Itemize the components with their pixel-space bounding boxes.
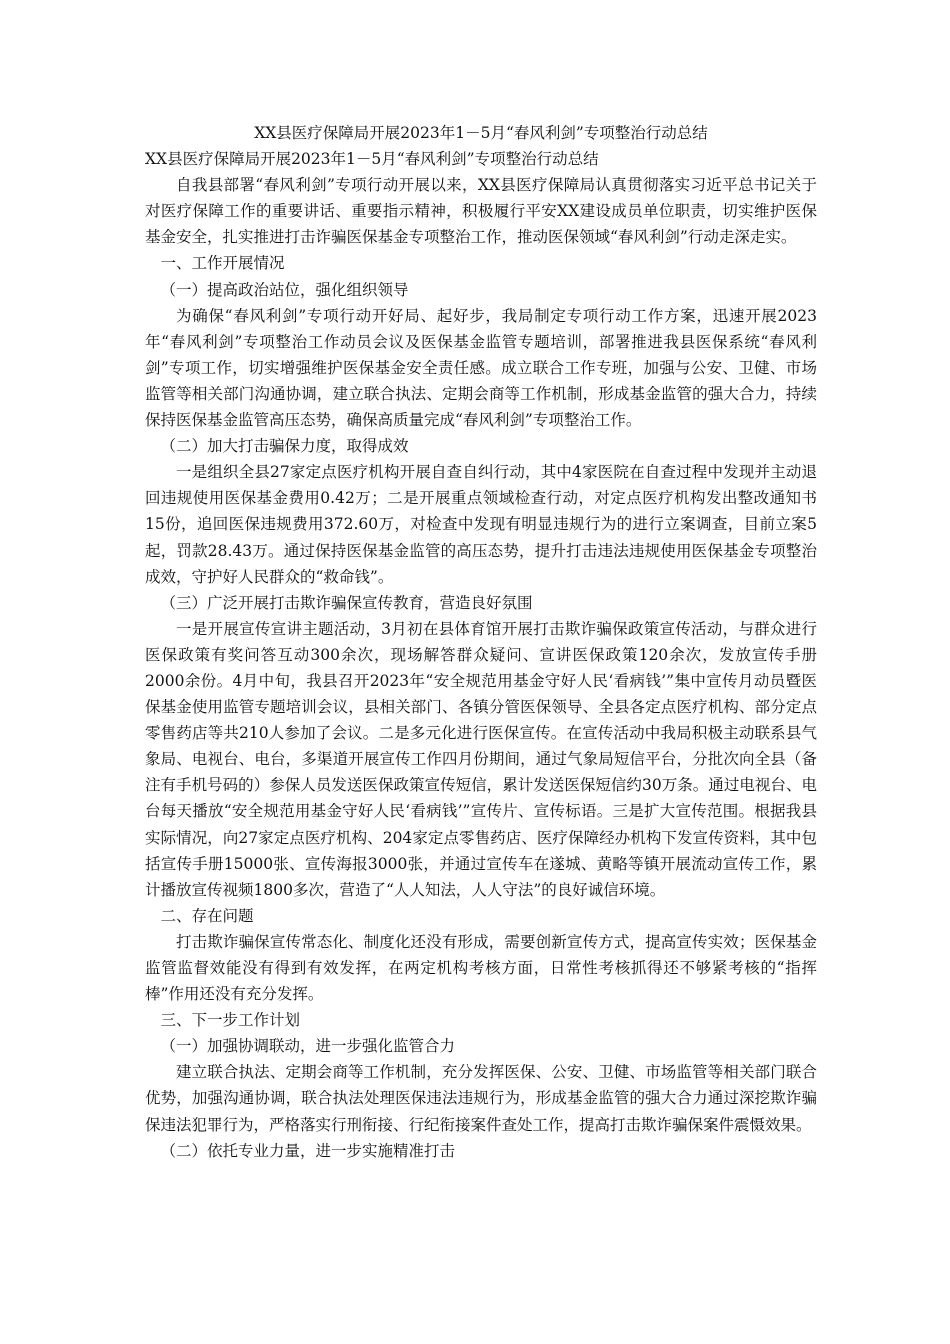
section-heading-2: 二、存在问题 — [160, 906, 254, 925]
paragraph-2-1: 打击欺诈骗保宣传常态化、制度化还没有形成，需要创新宣传方式，提高宣传实效；医保基金监管监督效能没有得到有效发挥，在两定机构考核方面，日常性考核抓得还不够紧考核的“指挥棒”作用还没有充分发挥。 — [145, 932, 817, 1004]
paragraph-1-1: 为确保“春风利剑”专项行动开好局、起好步，我局制定专项行动工作方案，迅速开展2023年“春风利剑”专项整治工作动员会议及医保基金监管专题培训，部署推进我县医保系统“春风利剑”专项工作，切实增强维护医保基金安全责任感。成立联合工作专班，加强与公安、卫健、市场监管等相关部门沟通协调，建立联合执法、定期会商等工作机制，形成基金监管的强大合力，持续保持医保基金监管高压态势，确保高质量完成“春风利剑”专项整治工作。 — [145, 306, 817, 430]
document-title: XX县医疗保障局开展2023年1－5月“春风利剑”专项整治行动总结 — [254, 124, 708, 142]
document-subtitle: XX县医疗保障局开展2023年1－5月“春风利剑”专项整治行动总结 — [145, 150, 599, 169]
section-heading-1: 一、工作开展情况 — [160, 254, 285, 273]
subheading-1-1: （一）提高政治站位，强化组织领导 — [160, 280, 409, 299]
intro-paragraph: 自我县部署“春风利剑”专项行动开展以来，XX县医疗保障局认真贯彻落实习近平总书记关于对医疗保障工作的重要讲话、重要指示精神，积极履行平安XX建设成员单位职责，切实维护医保基金安全，扎实推进打击诈骗医保基金专项整治工作，推动医保领域“春风利剑”行动走深走实。 — [145, 176, 817, 247]
subheading-3-1: （一）加强协调联动，进一步强化监管合力 — [160, 1037, 456, 1056]
paragraph-3-1: 建立联合执法、定期会商等工作机制，充分发挥医保、公安、卫健、市场监管等相关部门联合优势，加强沟通协调，联合执法处理医保违法违规行为，形成基金监管的强大合力通过深挖欺诈骗保违法犯罪行为，严格落实行刑衔接、行纪衔接案件查处工作，提高打击欺诈骗保案件震慑效果。 — [145, 1063, 817, 1134]
document-page — [145, 120, 817, 1164]
subheading-3-2: （二）依托专业力量，进一步实施精准打击 — [160, 1141, 456, 1160]
paragraph-1-3: 一是开展宣传宣讲主题活动，3月初在县体育馆开展打击欺诈骗保政策宣传活动，与群众进行医保政策有奖问答互动300余次，现场解答群众疑问、宣讲医保政策120余次，发放宣传手册2000余份。4月中旬，我县召开2023年“安全规范用基金守好人民‘看病钱’”集中宣传月动员暨医保基金使用监管专题培训会议，县相关部门、各镇分管医保领导、全县各定点医疗机构、部分定点零售药店等共210人参加了会议。二是多元化进行医保宣传。在宣传活动中我局积极主动联系县气象局、电视台、电台，多渠道开展宣传工作四月份期间，通过气象局短信平台，分批次向全县（备注有手机号码的）参保人员发送医保政策宣传短信，累计发送医保短信约30万条。通过电视台、电台每天播放“安全规范用基金守好人民‘看病钱’”宣传片、宣传标语。三是扩大宣传范围。根据我县实际情况，向27家定点医疗机构、204家定点零售药店、医疗保障经办机构下发宣传资料，其中包括宣传手册15000张、宣传海报3000张，并通过宣传车在遂城、黄略等镇开展流动宣传工作，累计播放宣传视频1800多次，营造了“人人知法，人人守法”的良好诚信环境。 — [145, 619, 817, 899]
section-heading-3: 三、下一步工作计划 — [160, 1011, 301, 1030]
paragraph-1-2: 一是组织全县27家定点医疗机构开展自查自纠行动，其中4家医院在自查过程中发现并主动退回违规使用医保基金费用0.42万；二是开展重点领域检查行动，对定点医疗机构发出整改通知书15份，追回医保违规费用372.60万，对检查中发现有明显违规行为的进行立案调查，目前立案5起，罚款28.43万。通过保持医保基金监管的高压态势，提升打击违法违规使用医保基金专项整治成效，守护好人民群众的“救命钱”。 — [145, 463, 817, 586]
subheading-1-2: （二）加大打击骗保力度，取得成效 — [160, 437, 409, 456]
subheading-1-3: （三）广泛开展打击欺诈骗保宣传教育，营造良好氛围 — [160, 593, 533, 612]
